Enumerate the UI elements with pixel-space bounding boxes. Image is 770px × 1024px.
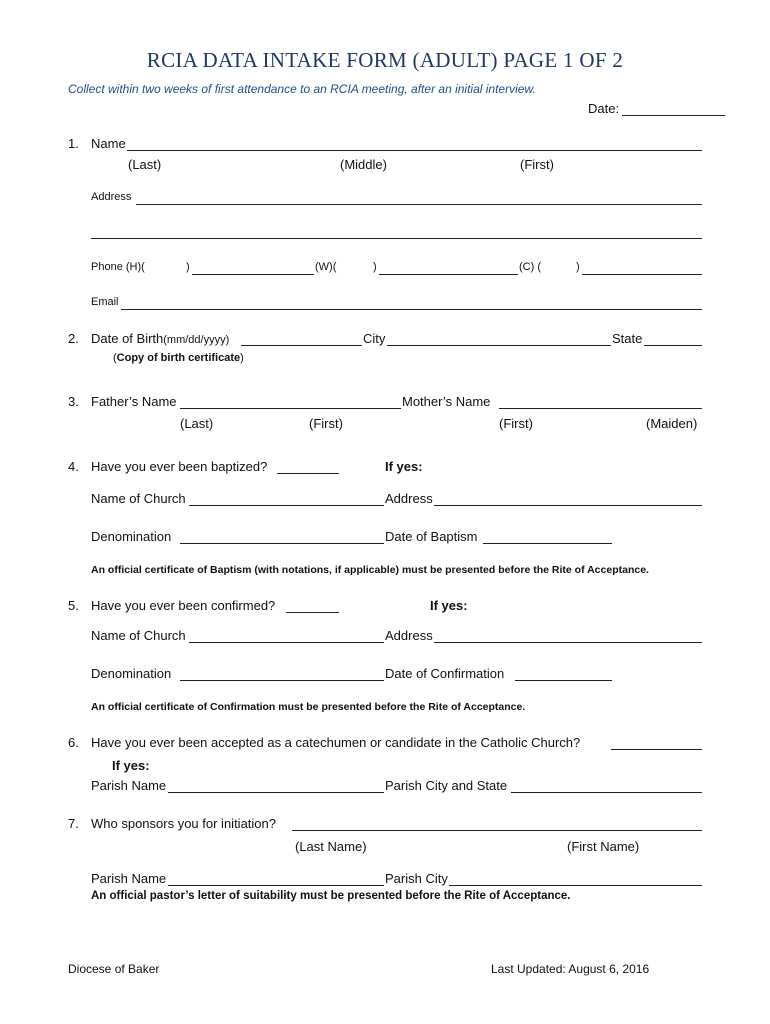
mother-first-caption: (First) xyxy=(499,416,533,431)
date-label: Date: xyxy=(588,101,620,116)
phone-cell-field[interactable] xyxy=(582,274,702,275)
confirmation-date-label: Date of Confirmation xyxy=(385,666,505,681)
confirmation-church-field[interactable] xyxy=(189,642,384,643)
footer-last-updated: Last Updated: August 6, 2016 xyxy=(491,962,650,976)
phone-home-paren: ) xyxy=(186,261,190,273)
city-field[interactable] xyxy=(387,345,611,346)
confirmation-denomination-label: Denomination xyxy=(91,666,172,681)
email-label: Email xyxy=(91,296,119,308)
sponsor-field[interactable] xyxy=(292,830,702,831)
baptized-answer-field[interactable] xyxy=(277,473,339,474)
father-field[interactable] xyxy=(180,408,401,409)
confirmation-date-field[interactable] xyxy=(515,680,612,681)
city-label: City xyxy=(363,331,386,346)
baptism-denomination-field[interactable] xyxy=(180,543,384,544)
mother-field[interactable] xyxy=(499,408,702,409)
address-field-2[interactable] xyxy=(91,238,702,239)
section-5-number: 5. xyxy=(68,598,79,613)
section-1-number: 1. xyxy=(68,136,79,151)
catechumen-parish-label: Parish Name xyxy=(91,778,167,793)
birth-cert-close: ) xyxy=(240,352,244,364)
name-last-caption: (Last) xyxy=(128,157,162,172)
catechumen-question: Have you ever been accepted as a catechumen or candidate in the Catholic Church? xyxy=(91,735,581,750)
confirmed-answer-field[interactable] xyxy=(286,612,339,613)
birth-cert-text: Copy of birth certificate xyxy=(116,352,241,364)
sponsor-letter-note: An official pastor’s letter of suitability must be presented before the Rite of Acceptance. xyxy=(91,890,571,902)
catechumen-answer-field[interactable] xyxy=(611,749,702,750)
form-subtitle: Collect within two weeks of first attendance to an RCIA meeting, after an initial interview. xyxy=(68,82,536,96)
confirmation-address-field[interactable] xyxy=(434,642,702,643)
catechumen-parish-city-field[interactable] xyxy=(511,792,702,793)
phone-work-label: (W)( xyxy=(315,261,337,273)
footer-diocese: Diocese of Baker xyxy=(68,962,160,976)
confirmation-address-label: Address xyxy=(385,628,433,643)
father-label: Father’s Name xyxy=(91,394,177,409)
email-field[interactable] xyxy=(121,309,702,310)
baptism-address-label: Address xyxy=(385,491,433,506)
baptism-date-field[interactable] xyxy=(483,543,612,544)
confirmed-question: Have you ever been confirmed? xyxy=(91,598,276,613)
state-label: State xyxy=(612,331,643,346)
section-7-number: 7. xyxy=(68,816,79,831)
birth-cert-note xyxy=(113,352,244,364)
dob-format: (mm/dd/yyyy) xyxy=(163,334,230,346)
sponsor-parish-field[interactable] xyxy=(168,885,384,886)
section-2-number: 2. xyxy=(68,331,79,346)
phone-cell-paren: ) xyxy=(576,261,580,273)
state-field[interactable] xyxy=(644,345,702,346)
phone-work-paren: ) xyxy=(373,261,377,273)
dob-label-text: Date of Birth xyxy=(91,331,164,346)
date-field[interactable] xyxy=(622,115,725,116)
section-3-number: 3. xyxy=(68,394,79,409)
confirmation-church-label: Name of Church xyxy=(91,628,186,643)
phone-home-field[interactable] xyxy=(192,274,314,275)
mother-label: Mother’s Name xyxy=(402,394,491,409)
name-first-caption: (First) xyxy=(520,157,554,172)
sponsor-parish-city-field[interactable] xyxy=(449,885,702,886)
sponsor-last-caption: (Last Name) xyxy=(295,839,367,854)
baptism-date-label: Date of Baptism xyxy=(385,529,478,544)
address-label: Address xyxy=(91,191,132,203)
name-label: Name xyxy=(91,136,126,151)
catechumen-if-yes: If yes: xyxy=(112,758,150,773)
phone-cell-label: (C) ( xyxy=(519,261,541,273)
birth-cert-open: ( xyxy=(113,352,117,364)
confirmed-if-yes: If yes: xyxy=(430,598,468,613)
father-first-caption: (First) xyxy=(309,416,343,431)
sponsor-first-caption: (First Name) xyxy=(567,839,640,854)
dob-field[interactable] xyxy=(241,345,362,346)
section-4-number: 4. xyxy=(68,459,79,474)
section-6-number: 6. xyxy=(68,735,79,750)
baptism-church-label: Name of Church xyxy=(91,491,186,506)
baptism-denomination-label: Denomination xyxy=(91,529,172,544)
confirmation-denomination-field[interactable] xyxy=(180,680,384,681)
sponsor-parish-city-label: Parish City xyxy=(385,871,448,886)
catechumen-parish-city-label: Parish City and State xyxy=(385,778,508,793)
catechumen-parish-field[interactable] xyxy=(168,792,384,793)
name-field[interactable] xyxy=(127,150,702,151)
baptism-certificate-note: An official certificate of Baptism (with notations, if applicable) must be presented before the Rite of Acceptance. xyxy=(91,564,649,576)
form-title: RCIA DATA INTAKE FORM (ADULT) PAGE 1 OF 2 xyxy=(146,48,624,72)
sponsor-parish-label: Parish Name xyxy=(91,871,167,886)
father-last-caption: (Last) xyxy=(180,416,214,431)
baptized-question: Have you ever been baptized? xyxy=(91,459,268,474)
baptism-address-field[interactable] xyxy=(434,505,702,506)
mother-maiden-caption: (Maiden) xyxy=(646,416,698,431)
address-field-1[interactable] xyxy=(136,204,702,205)
baptism-church-field[interactable] xyxy=(189,505,384,506)
baptized-if-yes: If yes: xyxy=(385,459,423,474)
phone-home-label: Phone (H)( xyxy=(91,261,145,273)
name-middle-caption: (Middle) xyxy=(340,157,387,172)
phone-work-field[interactable] xyxy=(379,274,518,275)
dob-label xyxy=(91,331,229,346)
sponsor-question: Who sponsors you for initiation? xyxy=(91,816,276,831)
confirmation-certificate-note: An official certificate of Confirmation must be presented before the Rite of Acceptance. xyxy=(91,701,526,713)
